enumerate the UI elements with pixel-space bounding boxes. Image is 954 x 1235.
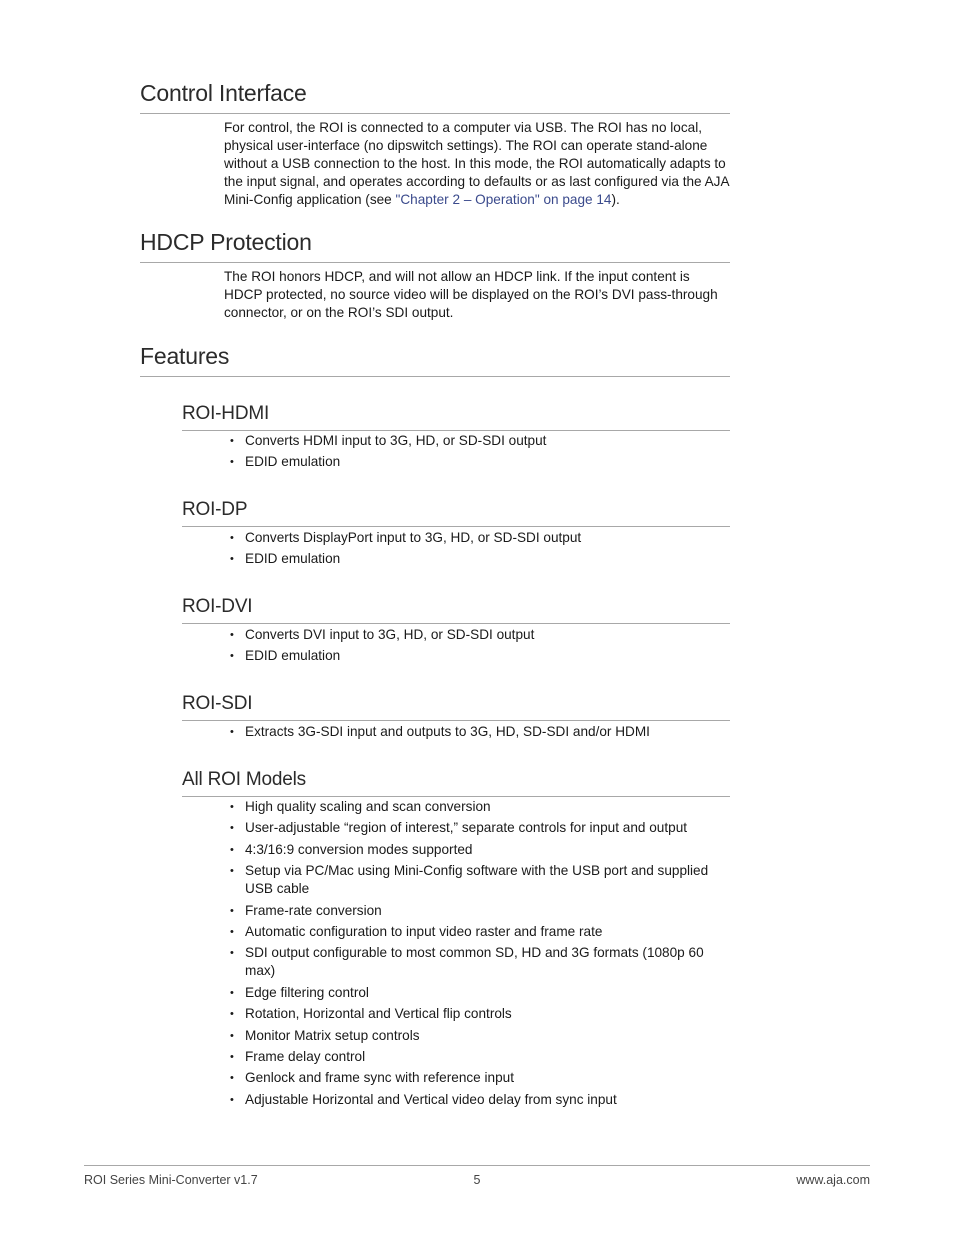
heading-roi-hdmi: ROI-HDMI: [182, 403, 730, 431]
list-item-text: Monitor Matrix setup controls: [245, 1027, 420, 1043]
bullet-icon: •: [230, 986, 234, 999]
heading-roi-dp: ROI-DP: [182, 499, 730, 527]
bullet-icon: •: [230, 947, 234, 960]
roi-dp-list: [224, 529, 730, 572]
chapter-2-operation-link[interactable]: "Chapter 2 – Operation" on page 14: [395, 192, 612, 207]
list-item: [224, 453, 730, 471]
control-interface-text-end: ).: [611, 192, 620, 207]
footer-page-number: 5: [473, 1173, 481, 1187]
list-item-text: EDID emulation: [245, 454, 341, 470]
list-item-text: 4:3/16:9 conversion modes supported: [245, 841, 473, 857]
roi-dvi-list: [224, 626, 730, 669]
heading-control-interface: Control Interface: [140, 80, 730, 114]
roi-hdmi-list: [224, 432, 730, 475]
bullet-icon: •: [230, 925, 234, 938]
list-item-text: High quality scaling and scan conversion: [245, 799, 491, 814]
list-item-text: Automatic configuration to input video raster and frame rate: [245, 923, 603, 939]
list-item: [224, 1048, 730, 1066]
list-item: [224, 432, 730, 450]
list-item: [224, 723, 730, 741]
list-item-text: Converts DVI input to 3G, HD, or SD-SDI output: [245, 627, 535, 642]
footer-website-link[interactable]: www.aja.com: [796, 1173, 870, 1187]
heading-features: Features: [140, 343, 730, 377]
bullet-icon: •: [230, 1008, 234, 1021]
heading-roi-sdi: ROI-SDI: [182, 693, 730, 721]
list-item: [224, 550, 730, 568]
list-item-text: Frame-rate conversion: [245, 902, 382, 918]
list-item-text: Extracts 3G-SDI input and outputs to 3G, HD, SD-SDI and/or HDMI: [245, 724, 650, 739]
list-item: [224, 923, 730, 941]
bullet-icon: •: [230, 553, 234, 566]
list-item: [224, 626, 730, 644]
list-item-text: EDID emulation: [245, 648, 341, 664]
bullet-icon: •: [230, 1093, 234, 1106]
heading-roi-dvi: ROI-DVI: [182, 596, 730, 624]
footer-document-title: ROI Series Mini-Converter v1.7: [84, 1173, 258, 1187]
bullet-icon: •: [230, 726, 234, 738]
bullet-icon: •: [230, 801, 234, 813]
list-item-text: Edge filtering control: [245, 984, 369, 1000]
list-item: [224, 944, 730, 980]
list-item: [224, 819, 730, 837]
list-item: [224, 862, 730, 898]
bullet-icon: •: [230, 1072, 234, 1085]
list-item: [224, 902, 730, 920]
control-interface-text: For control, the ROI is connected to a computer via USB. The ROI has no local, physical user-interface (no dipswitch settings). The ROI can operate stand-alone without a USB connection to the host. In this mode, the ROI automatically adapts to the input signal, and operates according to defaults or as last configured via the AJA Mini-Config application (see: [224, 120, 729, 207]
list-item-text: Frame delay control: [245, 1048, 366, 1064]
bullet-icon: •: [230, 532, 234, 544]
roi-sdi-list: [224, 723, 730, 744]
list-item-text: Adjustable Horizontal and Vertical video delay from sync input: [245, 1091, 617, 1107]
list-item: [224, 1069, 730, 1087]
list-item-text: Setup via PC/Mac using Mini-Config software with the USB port and supplied USB cable: [245, 863, 709, 897]
heading-hdcp-protection: HDCP Protection: [140, 229, 730, 263]
list-item: [224, 1005, 730, 1023]
bullet-icon: •: [230, 1050, 234, 1063]
bullet-icon: •: [230, 456, 234, 469]
list-item: [224, 841, 730, 859]
list-item: [224, 1091, 730, 1109]
hdcp-protection-paragraph: The ROI honors HDCP, and will not allow an HDCP link. If the input content is HDCP protected, no source video will be displayed on the ROI’s DVI pass-through connector, or on the ROI’s SDI output.: [224, 269, 718, 320]
bullet-icon: •: [230, 650, 234, 663]
bullet-icon: •: [230, 865, 234, 878]
list-item: [224, 798, 730, 816]
list-item: [224, 529, 730, 547]
footer-divider: [84, 1165, 870, 1166]
bullet-icon: •: [230, 435, 234, 447]
bullet-icon: •: [230, 1029, 234, 1042]
bullet-icon: •: [230, 843, 234, 856]
bullet-icon: •: [230, 629, 234, 641]
bullet-icon: •: [230, 822, 234, 835]
list-item-text: Rotation, Horizontal and Vertical flip controls: [245, 1006, 512, 1022]
list-item-text: EDID emulation: [245, 551, 341, 567]
list-item-text: Converts HDMI input to 3G, HD, or SD-SDI output: [245, 433, 547, 448]
list-item-text: User-adjustable “region of interest,” separate controls for input and output: [245, 820, 688, 836]
list-item-text: Genlock and frame sync with reference input: [245, 1070, 514, 1086]
all-roi-models-list: [224, 798, 730, 1112]
bullet-icon: •: [230, 904, 234, 917]
list-item: [224, 647, 730, 665]
list-item-text: Converts DisplayPort input to 3G, HD, or SD-SDI output: [245, 530, 582, 545]
heading-all-roi-models: All ROI Models: [182, 769, 730, 797]
list-item: [224, 1027, 730, 1045]
control-interface-paragraph: [224, 119, 730, 209]
list-item: [224, 984, 730, 1002]
list-item-text: SDI output configurable to most common SD, HD and 3G formats (1080p 60 max): [245, 945, 704, 979]
